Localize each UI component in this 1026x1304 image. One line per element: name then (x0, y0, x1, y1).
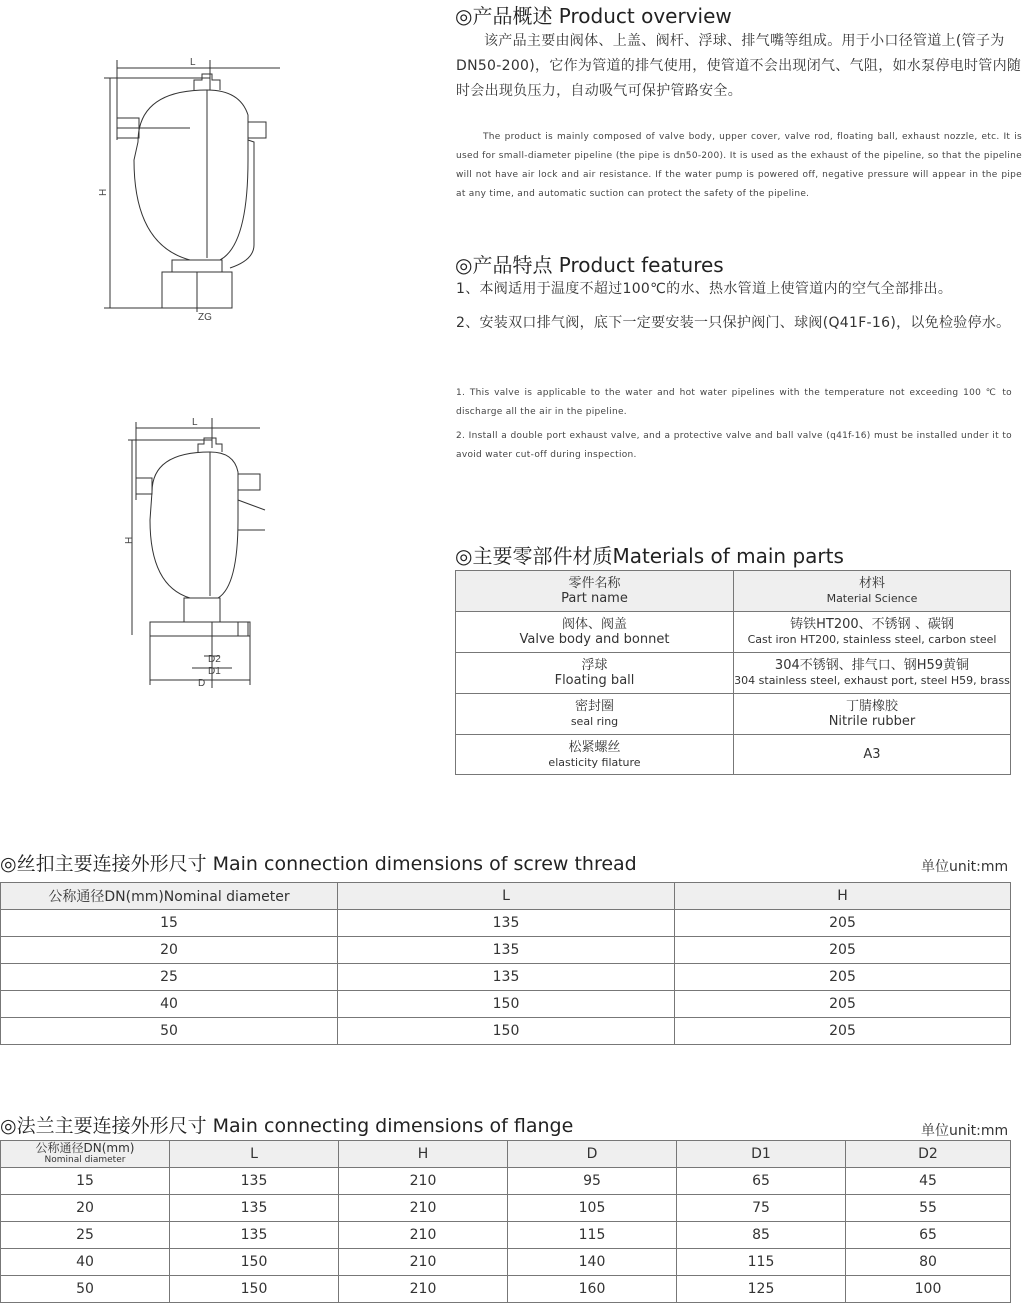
bot-D2-label: D2 (208, 654, 221, 665)
flange-row: 50 150 210 160 125 100 (1, 1276, 1011, 1303)
flange-unit: 单位unit:mm (921, 1123, 1009, 1139)
flange-valve-drawing (120, 410, 280, 700)
features-cn-2: 2、安装双口排气阀，底下一定要安装一只保护阀门、球阀(Q41F-16)，以免检验停水。 (456, 315, 1011, 331)
bot-H-label: H (124, 536, 135, 544)
flange-header-dn: 公称通径DN(mm) Nominal diameter (1, 1141, 170, 1168)
flange-row: 20 135 210 105 75 55 (1, 1195, 1011, 1222)
screw-row: 50 150 205 (1, 1018, 1011, 1045)
bot-D-label: D (198, 678, 206, 689)
materials-header-part: 零件名称 Part name (456, 571, 734, 612)
materials-header-row (456, 571, 1011, 612)
features-en-1: 1. This valve is applicable to the water and hot water pipelines with the temperature not exceeding 100 ℃ to discharge all the air in the pipeline. (456, 388, 1012, 417)
overview-title: ◎产品概述 Product overview (455, 4, 732, 28)
screw-row: 40 150 205 (1, 991, 1011, 1018)
bot-D1-label: D1 (208, 666, 221, 677)
materials-header-material: 材料 Material Science (734, 571, 1011, 612)
flange-table (0, 1140, 1011, 1303)
screw-unit: 单位unit:mm (921, 859, 1009, 875)
features-title: ◎产品特点 Product features (455, 253, 724, 277)
flange-row: 15 135 210 95 65 45 (1, 1168, 1011, 1195)
screw-row: 20 135 205 (1, 937, 1011, 964)
materials-title: ◎主要零部件材质Materials of main parts (455, 544, 844, 568)
materials-row: 松紧螺丝 elasticity filature A3 (456, 735, 1011, 775)
screw-table (0, 882, 1011, 1045)
screw-row: 25 135 205 (1, 964, 1011, 991)
features-en-2: 2. Install a double port exhaust valve, and a protective valve and ball valve (q41f-16) must be installed under it to avoid water cut-off during inspection. (456, 431, 1012, 460)
materials-row: 浮球 Floating ball 304不锈钢、排气口、钢H59黄铜 304 stainless steel, exhaust port, steel H59, brass (456, 653, 1011, 694)
flange-header-row: 公称通径DN(mm) Nominal diameter L H D D1 D2 (1, 1141, 1011, 1168)
screw-valve-drawing (90, 50, 290, 330)
materials-row: 阀体、阀盖 Valve body and bonnet 铸铁HT200、不锈钢 、碳钢 Cast iron HT200, stainless steel, carbon steel (456, 612, 1011, 653)
flange-title: ◎法兰主要连接外形尺寸 Main connecting dimensions of flange (0, 1115, 574, 1137)
top-ZG-label: ZG (198, 312, 212, 323)
materials-row: 密封圈 seal ring 丁腈橡胶 Nitrile rubber (456, 694, 1011, 735)
overview-cn-text: 该产品主要由阀体、上盖、阀杆、浮球、排气嘴等组成。用于小口径管道上(管子为DN50-200)，它作为管道的排气使用，使管道不会出现闭气、气阻，如水泵停电时管内随时会出现负压力，自动吸气可保护管路安全。 (456, 33, 1022, 99)
flange-row: 25 135 210 115 85 65 (1, 1222, 1011, 1249)
features-cn-1: 1、本阀适用于温度不超过100℃的水、热水管道上使管道内的空气全部排出。 (456, 281, 953, 297)
screw-header-row: 公称通径DN(mm)Nominal diameter L H (1, 883, 1011, 910)
screw-row: 15 135 205 (1, 910, 1011, 937)
materials-table (455, 570, 1011, 775)
overview-en-text: The product is mainly composed of valve body, upper cover, valve rod, floating ball, exhaust nozzle, etc. It is used for small-diameter pipeline (the pipe is dn50-200). It is used as the exhaust of the pipeline, so that the pipeline will not have air lock and air resistance. If the water pump is powered off, negative pressure will appear in the pipe at any time, and automatic suction can protect the safety of the pipeline. (456, 132, 1022, 199)
screw-title: ◎丝扣主要连接外形尺寸 Main connection dimensions of screw thread (0, 853, 637, 875)
top-L-label: L (190, 57, 196, 68)
top-H-label: H (98, 188, 109, 196)
bot-L-label: L (192, 417, 198, 428)
flange-row: 40 150 210 140 115 80 (1, 1249, 1011, 1276)
